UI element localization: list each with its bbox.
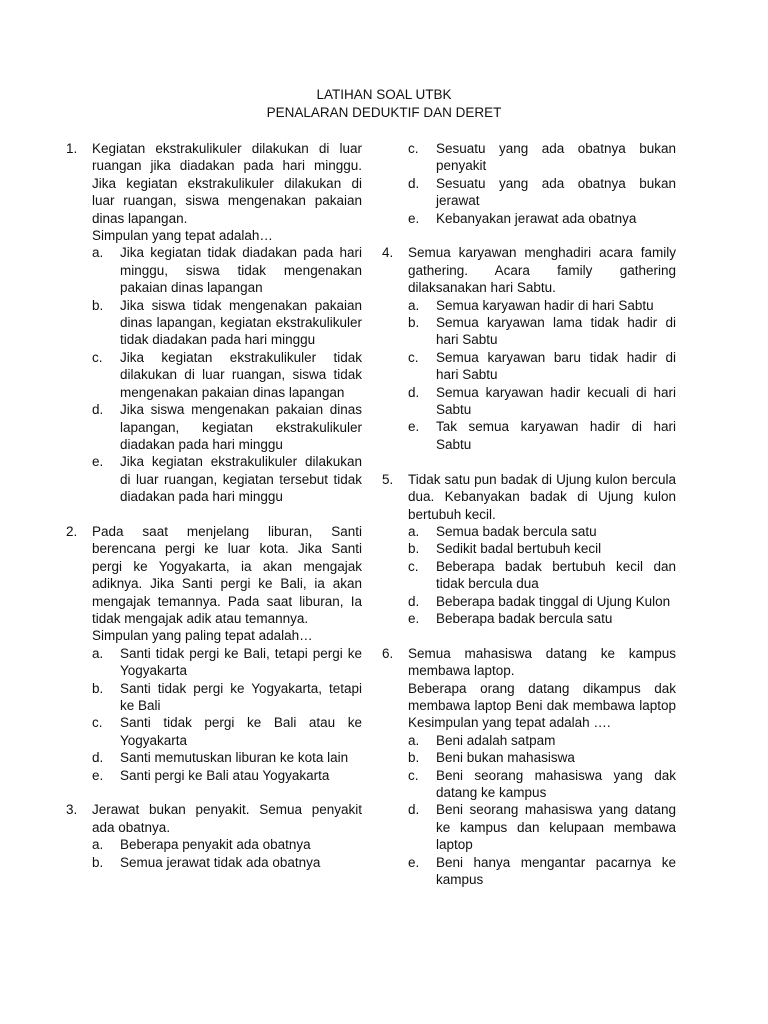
- option-text: Jika kegiatan ekstrakulikuler dilakukan di luar ruangan, kegiatan tersebut tidak diadakan pada hari minggu: [120, 454, 362, 505]
- option-label: e.: [408, 610, 420, 626]
- option-e: [408, 854, 676, 889]
- option-b: [408, 540, 676, 557]
- option-label: a.: [92, 837, 104, 853]
- question-number: 6.: [382, 645, 394, 661]
- option-text: Beni hanya mengantar pacarnya ke kampus: [436, 854, 676, 888]
- option-e: [92, 453, 362, 505]
- option-d: [408, 384, 676, 419]
- option-label: d.: [408, 593, 420, 609]
- question-stem: Semua mahasiswa datang ke kampus membawa laptop.: [408, 645, 676, 679]
- option-text: Santi tidak pergi ke Yogyakarta, tetapi ke Bali: [120, 680, 362, 713]
- option-label: b.: [92, 680, 104, 696]
- option-text: Sesuatu yang ada obatnya bukan jerawat: [436, 175, 676, 209]
- option-a: [408, 732, 676, 749]
- question-5: [382, 471, 676, 628]
- question-stem: Kegiatan ekstrakulikuler dilakukan di luar ruangan jika diadakan pada hari minggu. Jika kegiatan ekstrakulikuler dilakukan di luar ruangan, siswa mengenakan pakaian dinas lapangan.: [92, 141, 362, 226]
- question-number: 3.: [66, 802, 78, 818]
- option-text: Jika siswa tidak mengenakan pakaian dinas lapangan, kegiatan ekstrakulikuler tidak diadakan pada hari minggu: [120, 297, 362, 348]
- option-label: e.: [408, 210, 420, 226]
- option-label: d.: [92, 750, 104, 766]
- option-a: [408, 523, 676, 540]
- title-line-1: LATIHAN SOAL UTBK: [316, 87, 452, 102]
- option-label: c.: [408, 558, 419, 574]
- option-text: Santi tidak pergi ke Bali, tetapi pergi ke Yogyakarta: [120, 645, 362, 679]
- option-a: [408, 297, 676, 314]
- option-c: [92, 349, 362, 401]
- option-text: Beberapa badak bertubuh kecil dan tidak bercula dua: [436, 558, 676, 592]
- option-text: Semua karyawan lama tidak hadir di hari Sabtu: [436, 315, 676, 348]
- question-stem-continued: Beberapa orang datang dikampus dak membawa laptop Beni dak membawa laptop Kesimpulan yang tepat adalah ….: [408, 680, 676, 731]
- question-prompt: Simpulan yang paling tepat adalah…: [92, 628, 313, 644]
- option-label: a.: [408, 523, 420, 539]
- option-text: Jika siswa mengenakan pakaian dinas lapangan, kegiatan ekstrakulikuler diadakan pada hari minggu: [120, 402, 362, 452]
- option-c: [408, 558, 676, 593]
- option-label: d.: [408, 384, 420, 400]
- option-text: Kebanyakan jerawat ada obatnya: [436, 210, 637, 226]
- option-text: Beberapa badak tinggal di Ujung Kulon: [436, 593, 671, 609]
- option-label: a.: [92, 245, 104, 261]
- option-text: Santi pergi ke Bali atau Yogyakarta: [120, 767, 330, 783]
- option-text: Sesuatu yang ada obatnya bukan penyakit: [436, 141, 676, 174]
- option-text: Tak semua karyawan hadir di hari Sabtu: [436, 419, 676, 452]
- option-e: [408, 210, 676, 227]
- question-number: 2.: [66, 523, 78, 539]
- option-b: [408, 749, 676, 766]
- option-text: Beni seorang mahasiswa yang dak datang ke kampus: [436, 767, 676, 800]
- question-number: 1.: [66, 141, 78, 156]
- option-label: e.: [408, 854, 420, 870]
- option-text: Semua karyawan hadir kecuali di hari Sabtu: [436, 384, 676, 418]
- option-c: [408, 349, 676, 384]
- option-label: a.: [408, 297, 420, 313]
- question-number: 4.: [382, 245, 394, 261]
- option-label: b.: [92, 297, 104, 313]
- option-label: c.: [92, 715, 103, 731]
- option-b: [92, 297, 362, 349]
- question-stem: Semua karyawan menghadiri acara family gathering. Acara family gathering dilaksanakan hari Sabtu.: [408, 245, 676, 296]
- option-text: Santi memutuskan liburan ke kota lain: [120, 750, 349, 766]
- option-label: d.: [92, 402, 104, 418]
- option-text: Semua badak bercula satu: [436, 523, 597, 539]
- question-2: [66, 523, 362, 784]
- document-title: [0, 86, 768, 122]
- option-b: [92, 854, 362, 871]
- option-text: Beni adalah satpam: [436, 732, 556, 748]
- question-1: [66, 140, 362, 506]
- question-3-continued: [382, 140, 676, 227]
- left-column: [66, 140, 362, 888]
- option-text: Semua jerawat tidak ada obatnya: [120, 854, 321, 870]
- option-text: Jika kegiatan tidak diadakan pada hari minggu, siswa tidak mengenakan pakaian dinas lapangan: [120, 245, 362, 296]
- option-e: [92, 767, 362, 784]
- question-6: [382, 645, 676, 889]
- option-label: e.: [92, 767, 104, 783]
- option-b: [92, 680, 362, 715]
- option-text: Beni seorang mahasiswa yang datang ke kampus dan kelupaan membawa laptop: [436, 802, 676, 853]
- question-4: [382, 244, 676, 453]
- title-line-2: PENALARAN DEDUKTIF DAN DERET: [266, 105, 502, 120]
- option-c: [92, 714, 362, 749]
- option-d: [408, 801, 676, 853]
- option-d: [408, 175, 676, 210]
- option-b: [408, 314, 676, 349]
- question-stem: Pada saat menjelang liburan, Santi berencana pergi ke luar kota. Jika Santi pergi ke Yogyakarta, ia akan mengajak adiknya. Jika Santi pergi ke Bali, ia akan mengajak temannya. Pada saat liburan, Ia tidak mengajak adik atau temannya.: [92, 523, 362, 626]
- right-column: [382, 140, 676, 906]
- option-text: Beni bukan mahasiswa: [436, 750, 575, 766]
- option-c: [408, 767, 676, 802]
- option-label: e.: [92, 454, 104, 470]
- option-label: b.: [408, 541, 420, 557]
- option-a: [92, 645, 362, 680]
- option-text: Semua karyawan baru tidak hadir di hari Sabtu: [436, 349, 676, 383]
- option-text: Beberapa penyakit ada obatnya: [120, 837, 311, 853]
- option-d: [92, 401, 362, 453]
- option-d: [92, 749, 362, 766]
- option-label: b.: [92, 854, 104, 870]
- question-stem: Jerawat bukan penyakit. Semua penyakit ada obatnya.: [92, 802, 362, 835]
- option-a: [92, 836, 362, 853]
- option-text: Beberapa badak bercula satu: [436, 610, 613, 626]
- option-a: [92, 244, 362, 296]
- question-3: [66, 801, 362, 871]
- option-text: Jika kegiatan ekstrakulikuler tidak dilakukan di luar ruangan, siswa tidak mengenakan pakaian dinas lapangan: [120, 349, 362, 400]
- question-number: 5.: [382, 471, 394, 487]
- question-prompt: Simpulan yang tepat adalah…: [92, 228, 273, 244]
- option-e: [408, 418, 676, 453]
- option-label: e.: [408, 419, 420, 435]
- option-d: [408, 593, 676, 610]
- option-label: b.: [408, 750, 420, 766]
- option-label: c.: [408, 349, 419, 365]
- option-c: [408, 140, 676, 175]
- option-text: Semua karyawan hadir di hari Sabtu: [436, 297, 654, 313]
- option-text: Sedikit badal bertubuh kecil: [436, 541, 602, 557]
- option-label: d.: [408, 175, 420, 191]
- option-label: b.: [408, 315, 420, 331]
- option-label: a.: [92, 645, 104, 661]
- option-label: c.: [408, 767, 419, 783]
- option-label: a.: [408, 732, 420, 748]
- question-stem: Tidak satu pun badak di Ujung kulon bercula dua. Kebanyakan badak di Ujung kulon bertubuh kecil.: [408, 471, 676, 522]
- option-e: [408, 610, 676, 627]
- option-label: c.: [92, 349, 103, 365]
- option-label: c.: [408, 141, 419, 156]
- option-text: Santi tidak pergi ke Bali atau ke Yogyakarta: [120, 715, 362, 748]
- option-label: d.: [408, 802, 420, 818]
